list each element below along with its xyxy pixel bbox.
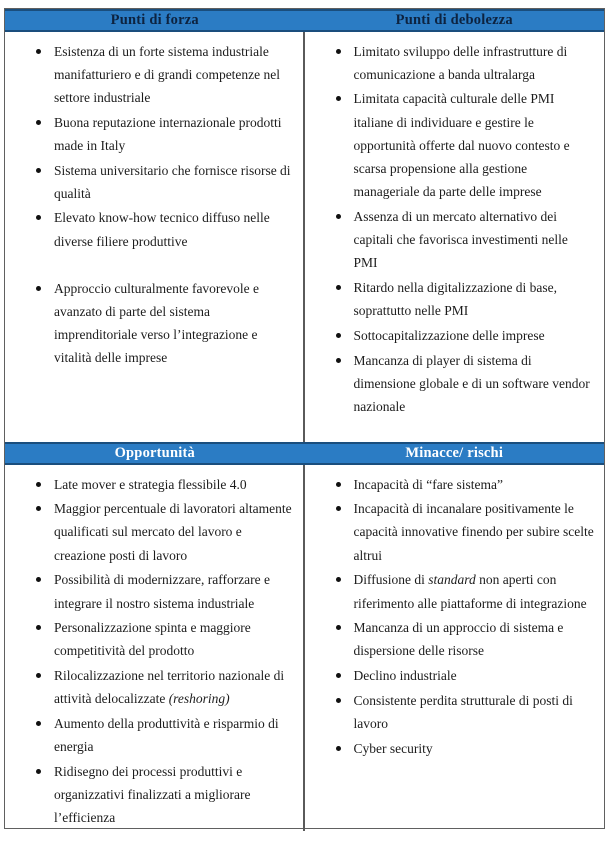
item-text: Ridisegno dei processi produttivi e organizzativi finalizzati a migliorare l’efficienza (54, 763, 251, 826)
item-text: Late mover e strategia flessibile 4.0 (54, 476, 247, 492)
header-threats: Minacce/ rischi (405, 445, 504, 461)
list-item (5, 159, 303, 205)
item-text: Possibilità di modernizzare, rafforzare e integrare il nostro sistema industriale (54, 572, 271, 611)
item-text: Limitato sviluppo delle infrastrutture di comunicazione a banda ultralarga (353, 43, 568, 82)
list-item (5, 497, 303, 567)
list-item (305, 497, 605, 567)
list-item (305, 616, 605, 662)
header-opportunities: Opportunità (114, 445, 195, 461)
list-item (5, 206, 303, 252)
content-row-top (5, 32, 604, 442)
header-strengths: Punti di forza (110, 12, 199, 28)
item-text: Diffusione di (353, 572, 429, 588)
item-text: Consistente perdita strutturale di posti di lavoro (353, 692, 573, 732)
list-item (5, 568, 303, 614)
item-text: Incapacità di incanalare positivamente le capacità innovative finendo per subire scelte altrui (353, 501, 594, 563)
list-item (5, 664, 303, 710)
list-item (305, 87, 605, 203)
threats-cell (305, 465, 605, 831)
item-text: Esistenza di un forte sistema industriale manifatturiero e di grandi competenze nel settore industriale (54, 43, 281, 105)
item-text: Ritardo nella digitalizzazione di base, soprattutto nelle PMI (353, 280, 558, 319)
item-text: Declino industriale (353, 668, 457, 684)
item-text: Assenza di un mercato alternativo dei capitali che favorisca investimenti nelle PMI (353, 208, 568, 271)
list-item (305, 568, 605, 614)
header-weaknesses: Punti di debolezza (395, 12, 513, 28)
item-text: non aperti con riferimento alle piattaforme di integrazione (353, 572, 587, 611)
header-row-bottom (5, 442, 604, 465)
item-text: Sottocapitalizzazione delle imprese (353, 327, 545, 343)
item-text: Maggior percentuale di lavoratori altamente qualificati sul mercato del lavoro e creazione posti di lavoro (54, 501, 292, 563)
list-item (5, 111, 303, 157)
item-text-italic: standard (428, 572, 476, 588)
content-row-bottom (5, 465, 604, 831)
list-item (5, 760, 303, 830)
strengths-cell (5, 32, 305, 442)
item-text: Mancanza di un approccio di sistema e dispersione delle risorse (353, 620, 564, 659)
list-item (5, 277, 303, 370)
item-text: Buona reputazione internazionale prodotti made in Italy (54, 114, 282, 153)
list-item (305, 689, 605, 735)
strengths-list (5, 40, 303, 370)
list-item (305, 276, 605, 322)
item-text: Rilocalizzazione nel territorio nazionale di attività delocalizzate (54, 668, 285, 707)
opportunities-cell (5, 465, 305, 831)
list-item (5, 712, 303, 758)
list-item (305, 40, 605, 86)
item-text: Personalizzazione spinta e maggiore competitività del prodotto (54, 620, 251, 659)
list-item (305, 349, 605, 419)
item-text: Sistema universitario che fornisce risorse di qualità (54, 162, 291, 201)
list-item (305, 324, 605, 347)
list-item (305, 737, 605, 760)
threats-list (305, 473, 605, 760)
list-item (5, 473, 303, 496)
weaknesses-list (305, 40, 605, 419)
item-text: Cyber security (353, 740, 433, 756)
item-text: Aumento della produttività e risparmio di energia (54, 716, 279, 755)
header-row-top (5, 9, 604, 32)
weaknesses-cell (305, 32, 605, 442)
list-item (305, 205, 605, 275)
list-item (5, 616, 303, 662)
item-text: Approccio culturalmente favorevole e avanzato di parte del sistema imprenditoriale verso l’integrazione e vitalità delle imprese (54, 280, 260, 366)
item-text: Elevato know-how tecnico diffuso nelle diverse filiere produttive (54, 210, 270, 249)
list-item (305, 664, 605, 687)
list-item (305, 473, 605, 496)
list-item (5, 40, 303, 110)
item-text-italic: (reshoring) (168, 691, 230, 707)
item-text: Limitata capacità culturale delle PMI italiane di individuare e gestire le opportunità offerte dal nuovo contesto e scarsa propensione alla gestione manageriale da parte delle imprese (353, 91, 570, 200)
item-text: Incapacità di “fare sistema” (353, 476, 504, 492)
item-text: Mancanza di player di sistema di dimensione globale e di un software vendor nazionale (353, 352, 590, 415)
swot-table (4, 8, 605, 829)
opportunities-list (5, 473, 303, 830)
